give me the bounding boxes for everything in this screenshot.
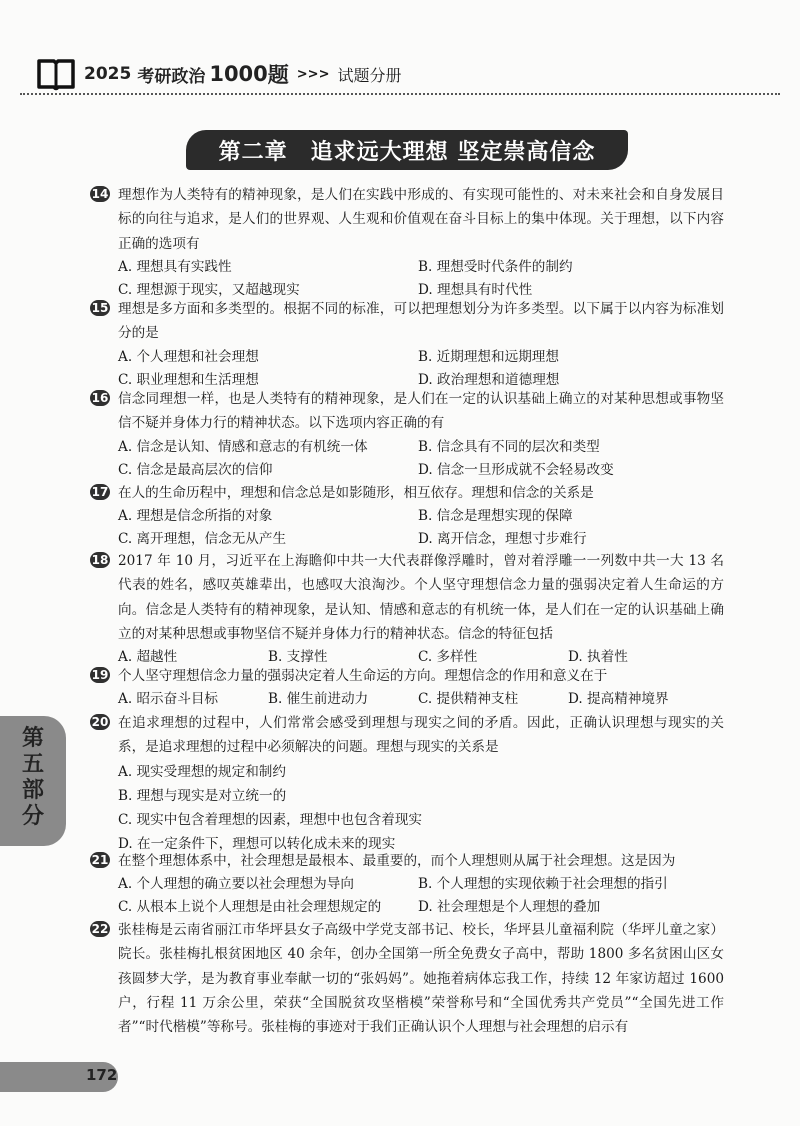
question-22	[92, 918, 724, 1039]
option-d[interactable]: D. 理想具有时代性	[418, 281, 533, 298]
question-number-badge: 20	[91, 715, 109, 729]
option-d[interactable]: D. 政治理想和道德理想	[418, 371, 560, 388]
options	[118, 505, 724, 551]
question-stem: 2017 年 10 月，习近平在上海瞻仰中共一大代表群像浮雕时，曾对着浮雕一一列数中共一大 13 名代表的姓名，感叹英雄辈出，也感叹大浪淘沙。个人坚守理想信念力量的强弱决定着人生命运的方向。信念是人类特有的精神现象，是认知、情感和意志的有机统一体，是人们在一定的认识基础上确立的对某种思想或事物坚信不疑并身体力行的精神状态。信念的特征包括	[118, 553, 724, 642]
question-stem: 在整个理想体系中，社会理想是最根本、最重要的，而个人理想则从属于社会理想。这是因为	[118, 853, 676, 869]
question-15	[92, 297, 724, 392]
running-header	[36, 54, 401, 94]
question-14	[92, 183, 724, 302]
option-b[interactable]: B. 信念具有不同的层次和类型	[418, 438, 600, 455]
option-b[interactable]: B. 催生前进动力	[268, 691, 369, 708]
part-side-label	[18, 726, 48, 830]
question-21	[92, 849, 724, 919]
question-number-badge: 21	[91, 853, 109, 867]
page-number: 172	[86, 1066, 118, 1084]
option-b[interactable]: B. 信念是理想实现的保障	[418, 508, 573, 525]
question-number-badge: 16	[91, 391, 109, 405]
option-a[interactable]: A. 现实受理想的规定和制约	[118, 763, 286, 780]
option-a[interactable]: A. 个人理想的确立要以社会理想为导向	[118, 876, 354, 893]
option-c[interactable]: C. 信念是最高层次的信仰	[118, 461, 273, 478]
option-c[interactable]: C. 职业理想和生活理想	[118, 371, 259, 388]
option-b[interactable]: B. 理想受时代条件的制约	[418, 258, 573, 275]
question-20	[92, 711, 724, 856]
option-d[interactable]: D. 离开信念，理想寸步难行	[418, 531, 587, 548]
question-number-badge: 14	[91, 187, 109, 201]
option-a[interactable]: A. 个人理想和社会理想	[118, 348, 259, 365]
header-divider	[20, 93, 780, 95]
question-17	[92, 481, 724, 551]
side-label-char: 五	[21, 752, 44, 777]
options	[118, 760, 724, 856]
option-c[interactable]: C. 提供精神支柱	[418, 691, 519, 708]
options	[118, 688, 724, 711]
options	[118, 256, 724, 302]
option-c[interactable]: C. 从根本上说个人理想是由社会理想规定的	[118, 899, 382, 916]
question-stem: 个人坚守理想信念力量的强弱决定着人生命运的方向。理想信念的作用和意义在于	[118, 668, 608, 684]
option-b[interactable]: B. 理想与现实是对立统一的	[118, 787, 287, 804]
question-number-badge: 22	[91, 922, 109, 936]
option-d[interactable]: D. 在一定条件下，理想可以转化成未来的现实	[118, 835, 396, 852]
option-d[interactable]: D. 执着性	[568, 649, 628, 666]
option-d[interactable]: D. 提高精神境界	[568, 691, 669, 708]
question-19	[92, 664, 724, 711]
side-label-char: 分	[21, 804, 44, 829]
question-number-badge: 15	[91, 301, 109, 315]
option-c[interactable]: C. 离开理想，信念无从产生	[118, 531, 287, 548]
option-a[interactable]: A. 理想具有实践性	[118, 258, 232, 275]
option-a[interactable]: A. 超越性	[118, 649, 178, 666]
option-c[interactable]: C. 多样性	[418, 649, 478, 666]
header-year: 2025	[84, 64, 132, 84]
side-label-char: 第	[21, 726, 44, 751]
question-stem: 在人的生命历程中，理想和信念总是如影随形，相互依存。理想和信念的关系是	[118, 485, 594, 501]
options	[118, 346, 724, 392]
option-b[interactable]: B. 支撑性	[268, 649, 328, 666]
question-stem: 理想是多方面和多类型的。根据不同的标准，可以把理想划分为许多类型。以下属于以内容为标准划分的是	[118, 301, 724, 342]
header-subtitle: 试题分册	[337, 65, 402, 85]
question-number-badge: 18	[91, 553, 109, 567]
options	[118, 873, 724, 919]
question-stem: 张桂梅是云南省丽江市华坪县女子高级中学党支部书记、校长，华坪县儿童福利院（华坪儿童之家）院长。张桂梅扎根贫困地区 40 余年，创办全国第一所全免费女子高中，帮助 1800 多名贫困山区女孩圆梦大学，是为教育事业奉献一切的“张妈妈”。她拖着病体忘我工作，持续 12 年家访超过 1600 户，行程 11 万余公里，荣获“全国脱贫攻坚楷模”荣誉称号和“全国优秀共产党员”“全国先进工作者”“时代楷模”等称号。张桂梅的事迹对于我们正确认识个人理想与社会理想的启示有	[118, 922, 724, 1036]
question-number-badge: 19	[91, 668, 109, 682]
question-stem: 理想作为人类特有的精神现象，是人们在实践中形成的、有实现可能性的、对未来社会和自身发展目标的向往与追求，是人们的世界观、人生观和价值观在奋斗目标上的集中体现。关于理想，以下内容正确的选项有	[118, 187, 724, 252]
option-d[interactable]: D. 社会理想是个人理想的叠加	[418, 899, 601, 916]
side-label-char: 部	[21, 778, 44, 803]
header-title: 考研政治	[137, 66, 206, 87]
option-c[interactable]: C. 现实中包含着理想的因素，理想中也包含着现实	[118, 811, 423, 828]
header-separator: >>>	[296, 66, 330, 82]
question-stem: 在追求理想的过程中，人们常常会感受到理想与现实之间的矛盾。因此，正确认识理想与现实的关系，是追求理想的过程中必须解决的问题。理想与现实的关系是	[118, 715, 724, 756]
question-stem: 信念同理想一样，也是人类特有的精神现象，是人们在一定的认识基础上确立的对某种思想或事物坚信不疑并身体力行的精神状态。以下选项内容正确的有	[118, 391, 724, 432]
question-16	[92, 387, 724, 482]
header-big-number: 1000	[209, 62, 268, 86]
option-a[interactable]: A. 昭示奋斗目标	[118, 691, 219, 708]
chapter-banner: 第二章 追求远大理想 坚定崇高信念	[186, 130, 628, 170]
question-18	[92, 549, 724, 669]
open-book-icon	[36, 57, 76, 91]
option-b[interactable]: B. 近期理想和远期理想	[418, 348, 559, 365]
option-d[interactable]: D. 信念一旦形成就不会轻易改变	[418, 461, 614, 478]
option-b[interactable]: B. 个人理想的实现依赖于社会理想的指引	[418, 876, 668, 893]
option-a[interactable]: A. 理想是信念所指的对象	[118, 508, 273, 525]
option-a[interactable]: A. 信念是认知、情感和意志的有机统一体	[118, 438, 368, 455]
option-c[interactable]: C. 理想源于现实，又超越现实	[118, 281, 300, 298]
header-ti: 题	[267, 63, 289, 87]
options	[118, 436, 724, 482]
question-number-badge: 17	[91, 485, 109, 499]
